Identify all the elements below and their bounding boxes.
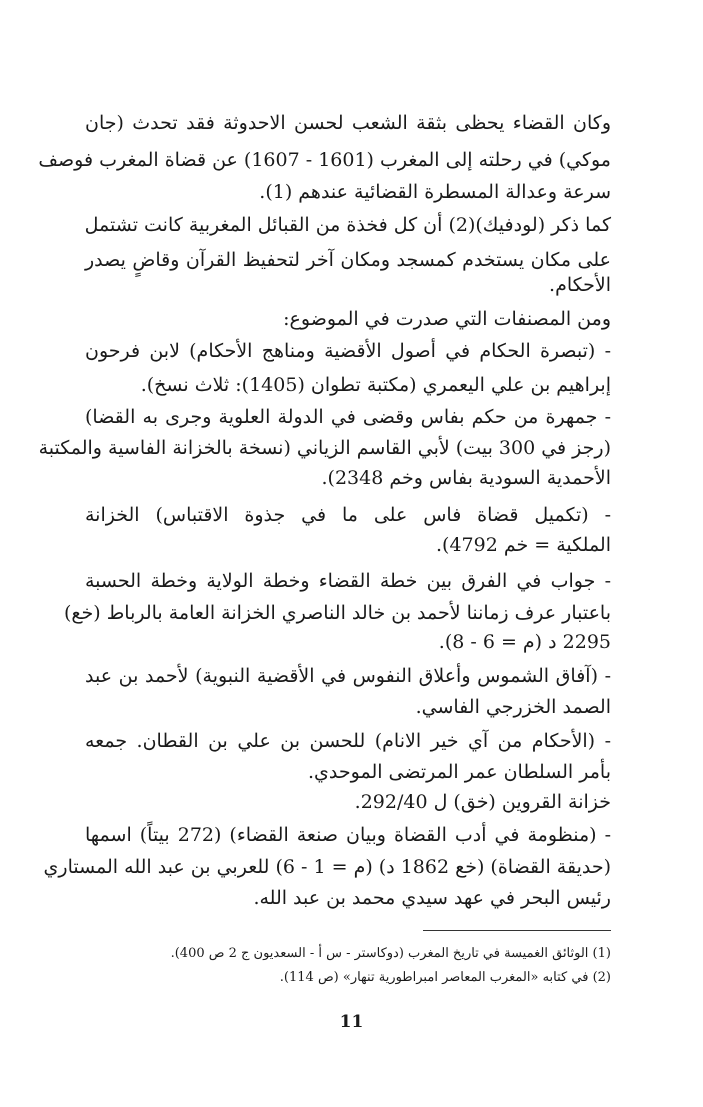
body-text-line: الصمد الخزرجي الفاسي. xyxy=(415,696,611,718)
footnote-separator xyxy=(423,930,611,931)
body-text-line: - (تبصرة الحكام في أصول الأقضية ومناهج الأحكام) لابن فرحون xyxy=(85,340,611,362)
body-text-line: سرعة وعدالة المسطرة القضائية عندهم (1). xyxy=(259,181,611,203)
body-text-line: - (آفاق الشموس وأعلاق النفوس في الأقضية النبوية) لأحمد بن عبد xyxy=(85,665,611,687)
body-text-line: - (منظومة في أدب القضاة وبيان صنعة القضاء) (272 بيتاً) اسمها xyxy=(85,824,611,846)
body-text-line: خزانة القروين (خق) ل 292/40. xyxy=(354,791,611,813)
body-text-line: رئيس البحر في عهد سيدي محمد بن عبد الله. xyxy=(253,887,611,909)
body-text-line: ومن المصنفات التي صدرت في الموضوع: xyxy=(283,308,611,330)
body-text-line: بأمر السلطان عمر المرتضى الموحدي. xyxy=(308,761,611,783)
body-text-line: - (الأحكام من آي خير الانام) للحسن بن علي بن القطان. جمعه xyxy=(85,730,611,752)
body-text-line: 2295 د (م = 6 - 8). xyxy=(438,631,611,653)
body-text-line: (رجز في 300 بيت) لأبي القاسم الزياني (نسخة بالخزانة الفاسية والمكتبة xyxy=(38,437,611,459)
body-text-line: - (تكميل قضاة فاس على ما في جذوة الاقتباس) الخزانة xyxy=(85,504,611,526)
body-text-line: باعتبار عرف زماننا لأحمد بن خالد الناصري الخزانة العامة بالرباط (خع) xyxy=(63,602,611,624)
body-text-line: الأحكام. xyxy=(549,274,611,296)
body-text-line: وكان القضاء يحظى بثقة الشعب لحسن الاحدوثة فقد تحدث (جان xyxy=(85,112,611,134)
body-text-line: - جمهرة من حكم بفاس وقضى في الدولة العلوية وجرى به القضا) xyxy=(85,406,611,428)
body-text-line: الأحمدية السودية بفاس وخم 2348). xyxy=(321,467,611,489)
body-text-line: موكي) في رحلته إلى المغرب (1601 - 1607) عن قضاة المغرب فوصف xyxy=(38,149,611,171)
body-text-line: على مكان يستخدم كمسجد ومكان آخر لتحفيظ القرآن وقاضٍ يصدر xyxy=(85,249,611,271)
body-text-line: كما ذكر (لودفيك)(2) أن كل فخذة من القبائل المغربية كانت تشتمل xyxy=(84,214,611,236)
body-text-line: (حديقة القضاة) (خع 1862 د) (م = 1 - 6) للعربي بن عبد الله المستاري xyxy=(43,856,611,878)
footnote: (1) الوثائق الغميسة في تاريخ المغرب (دوكاستر - س أ - السعديون ج 2 ص 400). xyxy=(170,946,611,961)
body-text-line: - جواب في الفرق بين خطة القضاء وخطة الولاية وخطة الحسبة xyxy=(85,570,611,592)
body-text-line: إبراهيم بن علي اليعمري (مكتبة تطوان (1405): ثلاث نسخ). xyxy=(140,374,611,396)
body-text-line: الملكية = خم 4792). xyxy=(436,534,611,556)
page-number: 11 xyxy=(339,1012,364,1032)
footnote: (2) في كتابه «المغرب المعاصر امبراطورية تنهار» (ص 114). xyxy=(279,970,611,985)
